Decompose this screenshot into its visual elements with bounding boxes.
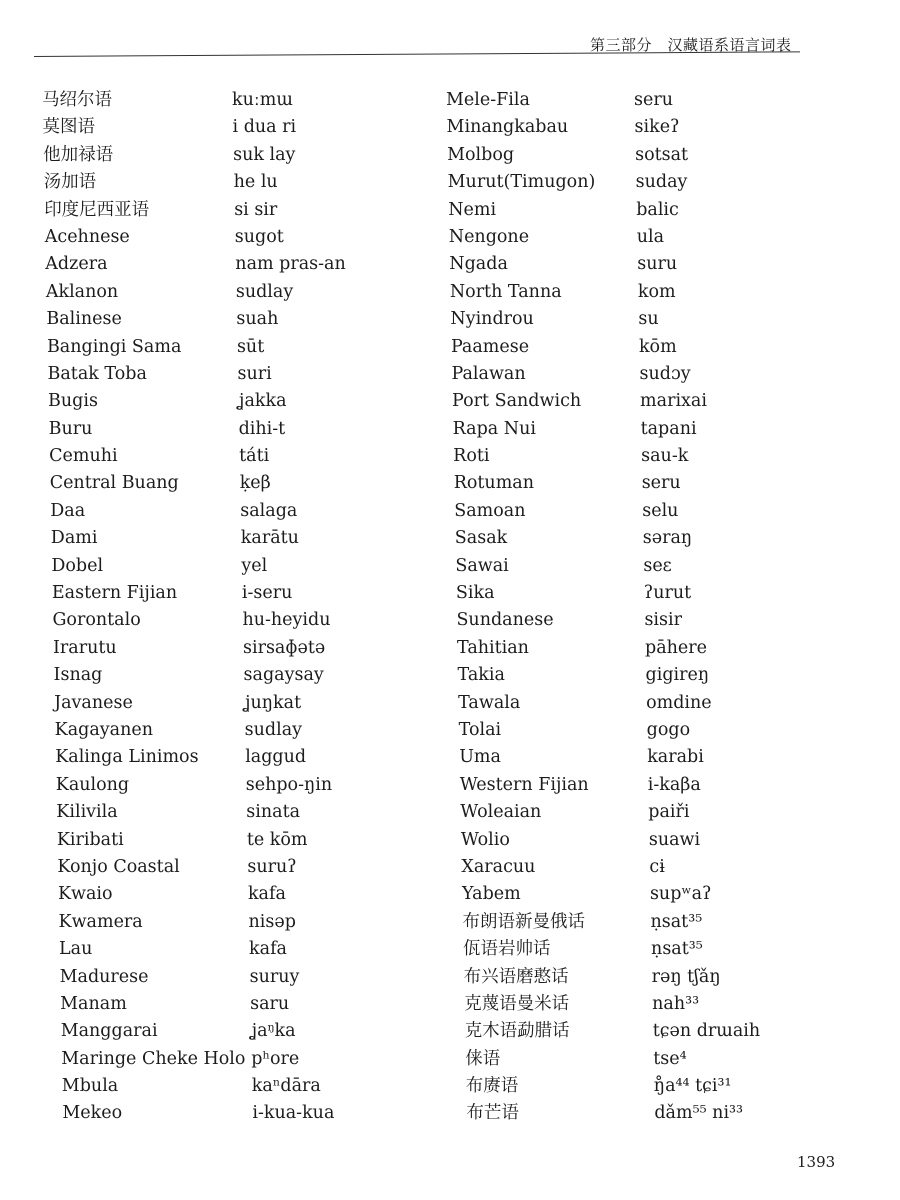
word-form: seru [641, 473, 681, 494]
language-name: Rotuman [453, 473, 535, 494]
page-number: 1393 [797, 1153, 836, 1171]
word-form: paiři [648, 802, 690, 823]
word-form: sisir [644, 610, 682, 631]
language-name: 印度尼西亚语 [44, 199, 150, 220]
word-form: i-kaβa [647, 774, 701, 795]
word-form: rəŋ tʃǎŋ [651, 966, 721, 987]
word-form: kōm [638, 336, 677, 357]
word-form: ʝakka [238, 391, 287, 412]
language-name: Port Sandwich [452, 391, 582, 412]
language-name: Maringe Cheke Holo [61, 1048, 246, 1069]
word-form: ʝuŋkat [244, 692, 302, 713]
language-name: Murut(Timugon) [447, 172, 596, 193]
language-name: 俫语 [465, 1048, 501, 1069]
language-name: Konjo Coastal [57, 856, 180, 877]
word-form: laggud [245, 747, 307, 768]
word-form: gogo [646, 719, 691, 740]
word-form: sūt [236, 336, 265, 357]
word-form: suruʔ [247, 856, 297, 877]
word-form: sinata [246, 802, 301, 823]
language-name: Sawai [455, 555, 509, 576]
word-form: saru [250, 993, 290, 1014]
language-name: Woleaian [460, 802, 542, 823]
language-name: Kaulong [55, 774, 130, 795]
language-name: 克木语勐腊话 [464, 1021, 570, 1042]
word-form: karātu [240, 528, 299, 549]
language-name: 布芒语 [466, 1103, 519, 1124]
language-name: Yabem [461, 884, 521, 905]
word-form: tse⁴ [653, 1048, 687, 1069]
language-name: Javanese [54, 692, 133, 713]
language-name: Tawala [458, 692, 521, 713]
language-name: 布赓语 [465, 1076, 519, 1097]
word-form: kafa [247, 884, 286, 905]
word-form: supʷaʔ [649, 884, 712, 905]
language-name: Rapa Nui [452, 418, 536, 439]
language-name: Wolio [460, 829, 510, 850]
language-name: Mekeo [62, 1103, 123, 1124]
word-form: i-seru [241, 583, 293, 604]
language-name: 布兴语磨憨话 [463, 966, 569, 987]
word-form: suawi [648, 829, 701, 850]
language-name: Dobel [51, 555, 104, 576]
language-name: Kalinga Linimos [55, 747, 199, 768]
word-form: suah [236, 309, 279, 330]
word-form: kom [637, 281, 676, 302]
language-name: Tahitian [457, 637, 529, 658]
word-form: tapani [640, 418, 697, 439]
language-name: Western Fijian [459, 774, 589, 795]
language-name: Kwamera [58, 911, 143, 932]
language-name: Kwaio [57, 884, 113, 905]
language-name: Nengone [448, 226, 530, 247]
language-name: Gorontalo [52, 610, 141, 631]
language-name: Kilivila [56, 802, 118, 823]
language-name: Mbula [61, 1076, 119, 1097]
word-form: suday [635, 172, 688, 193]
word-form: cɨ [649, 856, 665, 877]
word-form: si sir [234, 199, 278, 220]
word-form: hu-heyidu [242, 610, 331, 631]
word-form: kaⁿdāra [251, 1076, 321, 1097]
word-form: seru [634, 90, 673, 110]
word-form: tɕən drɯaih [652, 1021, 761, 1042]
language-name: Batak Toba [47, 363, 147, 384]
word-form: sugot [234, 226, 284, 247]
word-form: ṇsat³⁵ [650, 911, 703, 932]
language-name: Mele-Fila [446, 90, 530, 110]
word-form: ṇsat³⁵ [651, 939, 703, 960]
word-form: he lu [233, 172, 278, 193]
word-form: suk lay [233, 144, 296, 165]
word-form: sehpo-ŋin [245, 774, 333, 795]
word-form: selu [642, 500, 679, 521]
word-form: i-kua-kua [252, 1103, 335, 1124]
language-name: Paamese [450, 336, 530, 357]
word-form: pāhere [645, 637, 707, 658]
language-name: Samoan [454, 500, 526, 521]
word-form: səraŋ [642, 528, 693, 549]
language-name: North Tanna [449, 281, 562, 302]
language-name: Acehnese [44, 226, 130, 247]
word-form: ḳeβ [239, 473, 271, 494]
language-name: Bugis [48, 391, 98, 412]
word-form: sikeʔ [634, 117, 680, 138]
language-name: Manam [60, 993, 127, 1014]
language-name: Takia [457, 665, 505, 686]
word-form: dǎm⁵⁵ ni³³ [654, 1103, 744, 1124]
language-name: Buru [48, 418, 93, 439]
word-form: i dua ri [232, 117, 297, 138]
word-form: táti [239, 446, 270, 467]
language-name: Central Buang [49, 473, 179, 494]
word-form: suruy [249, 966, 300, 987]
word-form: kafa [249, 939, 287, 960]
word-form: kuːmɯ [232, 90, 293, 110]
word-form: yel [241, 555, 268, 576]
language-name: Tolai [458, 719, 502, 740]
word-form: sotsat [635, 144, 689, 165]
word-form: seɛ [643, 555, 672, 576]
language-name: Manggarai [60, 1021, 158, 1042]
word-form: gigireŋ [645, 665, 710, 686]
word-form: sagaysay [243, 665, 324, 686]
language-name: Sika [455, 583, 495, 604]
language-name: 他加禄语 [43, 144, 114, 165]
language-name: Daa [50, 500, 86, 521]
word-form: suru [637, 254, 678, 275]
language-name: 莫图语 [42, 117, 96, 138]
word-form: nisəp [248, 911, 296, 932]
language-name: Palawan [451, 363, 526, 384]
word-form: suri [237, 363, 272, 384]
language-name: Molbog [447, 144, 515, 165]
language-name: Sundanese [456, 610, 554, 631]
language-name: Ngada [449, 254, 508, 275]
word-form: omdine [646, 692, 712, 713]
word-form: pʰore [251, 1048, 300, 1069]
word-form: sudɔy [639, 363, 691, 384]
word-form: ʔurut [643, 583, 692, 604]
language-name: Minangkabau [446, 117, 569, 138]
language-name: Nemi [448, 199, 497, 220]
word-form: dihi-t [238, 418, 286, 439]
word-form: ula [636, 226, 665, 247]
word-form: ŋ̊a⁴⁴ tɕi³¹ [653, 1076, 732, 1097]
language-name: Lau [59, 939, 93, 960]
language-name: Adzera [45, 254, 108, 275]
language-name: 佤语岩帅话 [463, 939, 551, 960]
language-name: Bangingi Sama [46, 336, 182, 357]
language-name: 布朗语新曼俄话 [462, 911, 585, 932]
language-name: 汤加语 [43, 172, 97, 193]
language-name: Irarutu [53, 637, 117, 658]
language-name: Cemuhi [49, 446, 118, 467]
language-name: Aklanon [45, 281, 119, 302]
language-name: Xaracuu [461, 856, 536, 877]
word-form: sudlay [244, 719, 303, 740]
language-name: 马绍尔语 [42, 90, 112, 110]
language-name: Roti [453, 446, 490, 467]
language-name: 克蔑语曼米话 [464, 993, 570, 1014]
language-name: Nyindrou [450, 309, 534, 330]
language-name: Sasak [454, 528, 508, 549]
language-name: Isnag [53, 665, 103, 686]
language-name: Eastern Fijian [51, 583, 178, 604]
page-header-title: 第三部分 汉藏语系语言词表 [590, 36, 792, 54]
language-name: Kiribati [56, 829, 124, 850]
word-form: nam pras-an [235, 254, 346, 275]
language-name: Madurese [59, 966, 149, 987]
word-form: balic [636, 199, 679, 220]
language-name: Dami [50, 528, 98, 549]
word-form: sau-k [641, 446, 689, 467]
word-form: sirsaɸətə [243, 637, 326, 658]
language-name: Kagayanen [54, 719, 154, 740]
word-form: su [638, 309, 659, 330]
language-name: Uma [459, 747, 501, 768]
language-name: Balinese [46, 309, 122, 330]
word-form: nah³³ [652, 993, 700, 1014]
word-form: salaga [240, 500, 298, 521]
word-form: marixai [640, 391, 707, 412]
word-form: te kōm [246, 829, 308, 850]
word-form: sudlay [235, 281, 294, 302]
word-form: ʝaᵑka [250, 1021, 296, 1042]
word-form: karabi [647, 747, 704, 768]
